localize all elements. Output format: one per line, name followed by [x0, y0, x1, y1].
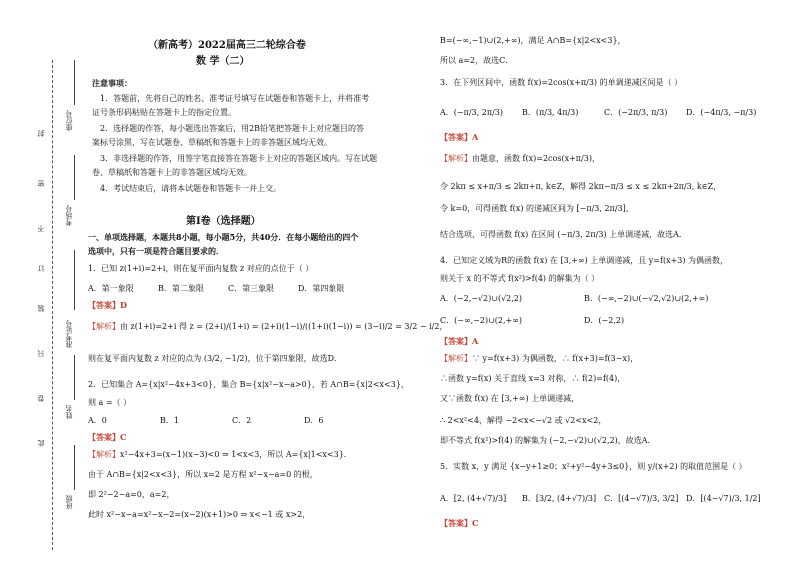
q3-analysis-2: 令 2kπ ≤ x+π/3 ≤ 2kπ+π, k∈Z，解得 2kπ−π/3 ≤ x ≤ 2kπ+2π/3, k∈Z，	[440, 182, 722, 191]
q3-stem: 3．在下列区间中，函数 f(x)=2cos(x+π/3) 的单调递减区间是（ ）	[440, 78, 683, 87]
q3-answer: 【答案】A	[440, 132, 479, 142]
q2-option-a: A．0	[88, 416, 107, 425]
notice-item-2: 2．选择题的作答，每小题选出答案后，用2B铅笔把答题卡上对应题目的答	[100, 124, 365, 133]
q1-analysis-2: 则在复平面内复数 z 对应的点为 (3/2, −1/2)，位于第四象限，故选D．	[88, 354, 343, 363]
q3-analysis-label: 【解析】	[440, 154, 472, 163]
side-field-class: 班级	[65, 495, 73, 509]
side-label-0: 封	[37, 130, 45, 137]
q2-options	[88, 416, 354, 426]
q2-analysis-2: 由于 A∩B={x|2<x<3}，所以 x=2 是方程 x²−x−a=0 的根，	[88, 470, 318, 479]
q1-option-d: D．第四象限	[298, 284, 345, 293]
side-field-name: 姓名	[65, 405, 73, 419]
section-intro-1: 一、单项选择题，本题共8小题，每小题5分，共40分．在每小题给出的四个	[88, 232, 359, 242]
q1-analysis	[88, 322, 447, 332]
q4-analysis-3: 又∵函数 f(x) 在 [3,+∞) 上单调递减，	[440, 394, 580, 403]
q1-option-b: B．第二象限	[158, 284, 204, 293]
q2-analysis-4: 此时 x²−x−a=x²−x−2=(x−2)(x+1)>0 ⇒ x<−1 或 x>2，	[88, 510, 311, 519]
q4-analysis-4: ∴ 2<x²<4，解得 −2<x<−√2 或 √2<x<2，	[440, 416, 607, 425]
q3-options	[440, 108, 757, 118]
q4-answer: 【答案】A	[440, 336, 479, 346]
q2-stem-2: 则 a =（ ）	[88, 398, 132, 407]
q4-analysis-text: ∵ y=f(x+3) 为偶函数，∴ f(x+3)=f(3−x)，	[472, 354, 639, 363]
q1-option-c: C．第三象限	[228, 284, 275, 293]
q2-continued: B=(−∞,−1)∪(2,+∞)，满足 A∩B={x|2<x<3}，	[440, 36, 626, 45]
q1-analysis-text: 由 z(1+i)=2+i 得 z = (2+i)/(1+i) = (2+i)(1−i)/((1+i)(1−i)) = (3−i)/2 = 3/2 − i/2，	[120, 322, 448, 331]
section-intro-2: 选项中，只有一项是符合题目要求的．	[88, 246, 224, 256]
page-title: （新高考）2022届高三二轮综合卷	[148, 40, 306, 51]
q4-stem: 4．已知定义域为R的函数 f(x) 在 [3,+∞) 上单调递减，且 y=f(x+3) 为偶函数，	[440, 256, 729, 265]
q1-answer: 【答案】D	[88, 300, 127, 310]
q5-option-b: B．[3/2, (4+√7)/3]	[522, 494, 597, 503]
notice-item-1: 1．答题前，先将自己的姓名、准考证号填写在试题卷和答题卡上，并将准考	[100, 94, 370, 103]
q2-stem: 2．已知集合 A={x|x²−4x+3<0}，集合 B={x|x²−x−a>0}，若 A∩B={x|2<x<3}，	[88, 380, 409, 389]
q4-option-a: A．(−2,−√2)∪(√2,2)	[440, 294, 523, 303]
side-label-2: 不	[37, 225, 45, 232]
q4-option-b: B．(−∞,−2)∪(−√2,√2)∪(2,+∞)	[584, 294, 709, 303]
binding-dashed-line	[52, 60, 53, 550]
q2-analysis-label: 【解析】	[88, 450, 120, 459]
side-label-6: 卷	[37, 395, 45, 402]
q5-option-c: C．[(4−√7)/3, 3/2]	[604, 494, 679, 503]
q3-analysis-text: 由题意，函数 f(x)=2cos(x+π/3)，	[472, 154, 600, 163]
q1-option-a: A．第一象限	[88, 284, 134, 293]
q2-continued-2: 所以 a=2，故选C．	[440, 56, 514, 65]
notice-item-1b: 证号条形码粘贴在答题卡上的指定位置。	[92, 108, 236, 117]
q2-option-c: C．2	[232, 416, 252, 425]
section-title: 第Ⅰ卷（选择题）	[186, 216, 261, 227]
q4-stem-2: 则关于 x 的不等式 f(x²)>f(4) 的解集为（ ）	[440, 274, 600, 283]
q3-option-a: A．(−π/3, 2π/3)	[440, 108, 503, 117]
q2-answer: 【答案】C	[88, 432, 127, 442]
side-field-seat: 座位号	[65, 110, 73, 131]
q4-analysis-2: ∴函数 y=f(x) 关于直线 x=3 对称，∴ f(2)=f(4)，	[440, 374, 626, 383]
page-subtitle: 数 学（二）	[196, 56, 250, 67]
notice-item-3b: 卷、草稿纸和答题卡上的非答题区域均无效。	[92, 168, 252, 177]
q4-analysis-5: 即不等式 f(x²)>f(4) 的解集为 (−2,−√2)∪(√2,2)，故选A．	[440, 436, 656, 445]
side-label-4: 装	[37, 305, 45, 312]
q2-analysis-text: x²−4x+3=(x−1)(x−3)<0 ⇒ 1<x<3，所以 A={x|1<x<3}．	[120, 450, 352, 459]
q4-option-c: C．(−∞,−2)∪(2,+∞)	[440, 316, 523, 325]
notice-item-3: 3．非选择题的作答，用签字笔直接答在答题卡上对应的答题区域内。写在试题	[100, 154, 378, 163]
q3-analysis-4: 结合选项，可得函数 f(x) 在区间 (−π/3, 2π/3) 上单调递减，故选A．	[440, 230, 687, 239]
q5-option-d: D．[(4−√7)/3, 1/2]	[686, 494, 761, 503]
notice-item-4: 4．考试结束后，请将本试题卷和答题卡一并上交。	[100, 184, 282, 193]
side-field-room: 考场号	[65, 205, 73, 226]
q2-option-d: D．6	[304, 416, 324, 425]
q1-options	[88, 284, 348, 294]
q3-option-d: D．(−4π/3, −π/3)	[686, 108, 757, 117]
q4-analysis	[440, 354, 638, 364]
q2-analysis-3: 即 2²−2−a=0，a=2，	[88, 490, 175, 499]
q3-analysis-3: 令 k=0，可得函数 f(x) 的递减区间为 [−π/3, 2π/3]，	[440, 204, 634, 213]
notice-item-2b: 案标号涂黑，写在试题卷、草稿纸和答题卡上的非答题区域均无效。	[92, 138, 332, 147]
q2-analysis	[88, 450, 352, 460]
q3-option-c: C．(−2π/3, π/3)	[604, 108, 668, 117]
q4-option-d: D．(−2,2)	[584, 316, 625, 325]
side-label-7: 此	[37, 440, 45, 447]
notice-heading: 注意事项：	[92, 78, 132, 88]
q1-analysis-label: 【解析】	[88, 322, 120, 331]
q5-options	[440, 494, 761, 504]
q2-option-b: B．1	[160, 416, 179, 425]
side-label-1: 密	[37, 180, 45, 187]
q1-stem: 1．已知 z(1+i)=2+i，则在复平面内复数 z 对应的点位于（ ）	[88, 264, 314, 273]
q5-option-a: A．[2, (4+√7)/3]	[440, 494, 507, 503]
q3-analysis	[440, 154, 600, 164]
q3-option-b: B．(π/3, 4π/3)	[522, 108, 579, 117]
q4-analysis-label: 【解析】	[440, 354, 472, 363]
q5-stem: 5．实数 x，y 满足 {x−y+1≥0；x²+y²−4y+3≤0}，则 y/(x+2) 的取值范围是（ ）	[440, 462, 747, 471]
side-label-5: 只	[37, 350, 45, 357]
side-label-3: 订	[37, 265, 45, 272]
side-field-ticket: 准考证号	[65, 320, 73, 348]
q5-answer: 【答案】C	[440, 518, 479, 528]
